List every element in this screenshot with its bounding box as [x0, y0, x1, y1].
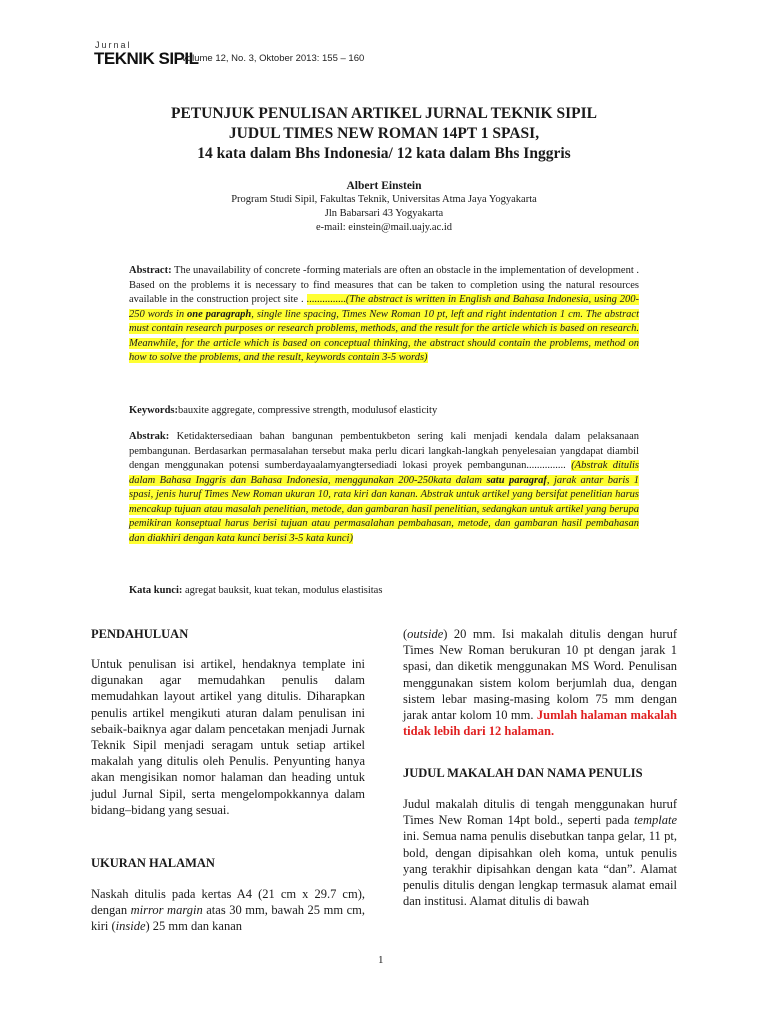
page-number: 1: [378, 954, 384, 966]
author-name: Albert Einstein: [346, 180, 422, 192]
text-run: template: [633, 813, 677, 828]
section-body-right-continuation: [403, 626, 677, 739]
text-run: outside: [407, 627, 444, 641]
text-run: Kata kunci:: [129, 585, 183, 596]
author-affiliation-block: [90, 193, 678, 235]
text-run: Abstrak:: [129, 431, 170, 442]
text-run: atas 30 mm, bawah 25 mm cm, kiri (: [91, 903, 365, 934]
title-line-1: PETUNJUK PENULISAN ARTIKEL JURNAL TEKNIK SIPIL: [171, 105, 597, 122]
logo-big-text: TEKNIK SIPIL: [94, 49, 199, 68]
text-run: ini. Semua nama penulis disebutkan tanpa gelar, 11 pt, bold, dengan dipisahkan oleh koma, untuk penulis yang terakhir dipisahkan dengan kata “dan”. Alamat penulis ditulis dengan lengkap termasuk alamat email dan institusi. Alamat ditulis di bawah: [403, 829, 677, 909]
section-body-ukuran-halaman: [91, 886, 365, 935]
section-body-pendahuluan: [91, 656, 365, 818]
title-line-2: JUDUL TIMES NEW ROMAN 14PT 1 SPASI,: [228, 125, 540, 142]
text-run: (: [403, 627, 408, 641]
volume-info: Volume 12, No. 3, Oktober 2013: 155 – 160: [181, 53, 365, 64]
text-run: (Abstrak ditulis dalam Bahasa Inggris dan Bahasa Indonesia, menggunakan 200-250kata dalam: [129, 460, 639, 486]
abstract-indonesian: [129, 430, 639, 546]
text-run: Ketidaktersediaan bahan bangunan pembentukbeton sering kali menjadi kendala dalam pelaksanaan pembangunan. Berdasarkan permasalahan tersebut maka perlu dicari langkah-langkah penyelesaian yangdapat diambil dengan menggunakan potensi sumberdayaalamyangtersediadi lokasi proyek pembangunan...............: [129, 431, 639, 471]
text-run: The unavailability of concrete -forming materials are often an obstacle in the implementation of development . Based on the problems it is necessary to find measures that can be taken to completion using the natural resources available in the construction project site .: [129, 265, 639, 305]
text-run: Keywords:: [129, 405, 178, 416]
text-run: ) 25 mm dan kanan: [145, 919, 243, 934]
text-run: mirror margin: [130, 903, 203, 918]
journal-logo: [94, 40, 199, 74]
text-run: satu paragraf: [486, 474, 547, 486]
section-body-judul-makalah: [403, 796, 677, 909]
text-run: , single line spacing, Times New Roman 10 pt, left and right indentation 1 cm. The abstract must contain research purposes or research problems, methods, and the result for the article which is based on research. Meanwhile, for the article which is based on conceptual thinking, the abstract should contain the problems, method on how to solve the problems, and the result, keywords contain 3-5 words): [129, 308, 640, 363]
text-run: Naskah ditulis pada kertas A4 (21 cm x 29.7 cm), dengan: [91, 887, 365, 918]
text-run: Untuk penulisan isi artikel, hendaknya template ini digunakan agar memudahkan penulis dalam memudahkan layout artikel yang ditulis. Diharapkan penulis artikel mengikuti aturan dalam penulisan ini sebaik-baiknya agar dalam pencetakan menjadi Jurnak Teknik Sipil menjadi seragam untuk setiap artikel makalah yang ditulis oleh Penulis. Penyunting hanya akan mengisikan nomor halaman dan heading untuk judul Jurnal Sipil, serta mengelompokkannya dalam bidang–bidang yang sesuai.: [91, 657, 365, 817]
text-run: Abstract:: [129, 265, 172, 276]
text-run: (The abstract is written in English and Bahasa Indonesia, using 200-250 words in: [129, 294, 639, 320]
keywords-english: [129, 404, 639, 419]
text-run: ) 20 mm. Isi makalah ditulis dengan huruf Times New Roman berukuran 10 pt dengan jarak 1 spasi, dan diketik menggunakan MS Word. Penulisan menggunakan sistem kolom berjumlah dua, dengan sistem lebar masing-masing kolom 75 mm dengan jarak antar kolom 10 mm.: [403, 627, 677, 723]
text-run: one paragraph: [187, 308, 252, 320]
text-run: agregat bauksit, kuat tekan, modulus elastisitas: [182, 585, 383, 596]
section-heading-pendahuluan: PENDAHULUAN: [91, 627, 189, 641]
text-run: Jumlah halaman makalah tidak lebih dari 12 halaman.: [403, 708, 677, 739]
text-run: ...............: [306, 294, 346, 305]
abstract-english: [129, 264, 639, 366]
author-address: Jln Babarsari 43 Yogyakarta: [324, 208, 444, 219]
text-run: Judul makalah ditulis di tengah menggunakan huruf Times New Roman 14pt bold., seperti pada: [403, 797, 677, 828]
text-run: bauxite aggregate, compressive strength, modulusof elasticity: [178, 405, 438, 416]
paper-title: [90, 104, 678, 164]
keywords-indonesian: [129, 584, 639, 599]
text-run: inside: [115, 919, 146, 934]
author-affiliation: Program Studi Sipil, Fakultas Teknik, Universitas Atma Jaya Yogyakarta: [231, 194, 537, 205]
text-run: , jarak antar baris 1 spasi, jenis huruf Times New Roman ukuran 10, rata kiri dan kanan. Abstrak untuk artikel yang bersifat penelitian harus mencakup tujuan atau masalah penelitian, metode, dan gambaran hasil penelitian, sedangkan untuk artikel yang berupa pemikiran konseptual harus berisi tujuan atau permasalahan pembahasan, metode, dan gambaran hasil pembahasan dan diakhiri dengan kata kunci berisi 3-5 kata kunci): [129, 474, 639, 544]
title-line-3: 14 kata dalam Bhs Indonesia/ 12 kata dalam Bhs Inggris: [197, 145, 571, 162]
logo-small-text: Jurnal: [95, 40, 132, 50]
section-heading-judul-makalah: JUDUL MAKALAH DAN NAMA PENULIS: [403, 766, 643, 780]
author-email: e-mail: einstein@mail.uajy.ac.id: [315, 222, 453, 233]
section-heading-ukuran-halaman: UKURAN HALAMAN: [91, 856, 215, 870]
